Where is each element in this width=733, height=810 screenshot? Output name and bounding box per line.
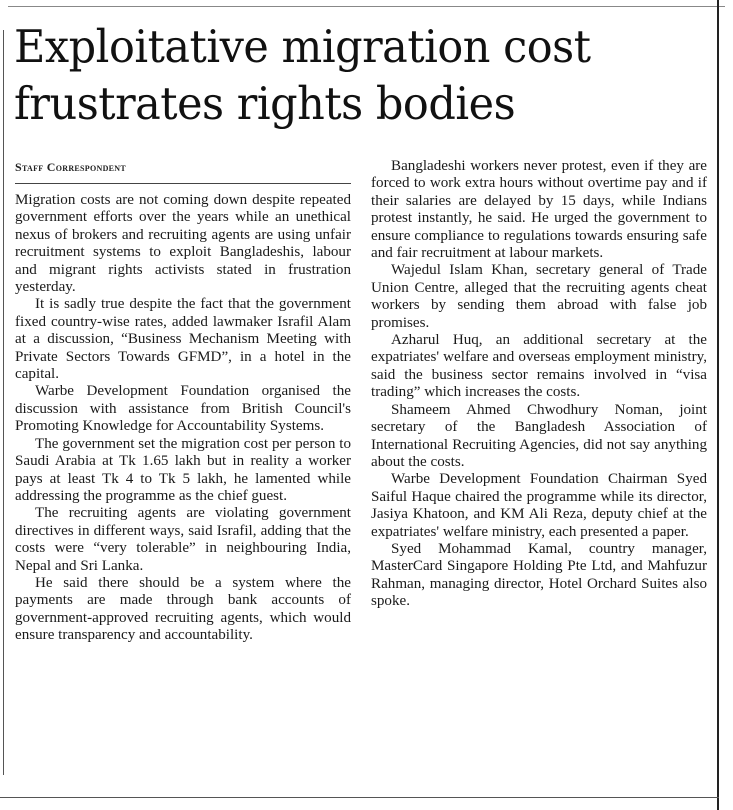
- article-paragraph: Bangladeshi workers never protest, even if they are forced to work extra hours without overtime pay and if their salaries are delayed by 15 days, while Indians protest instantly, he said. He urged the government to ensure compliance to regulations towards ensuring safe and fair recruitment at labour markets.: [371, 158, 707, 262]
- article-column-left: [15, 192, 351, 645]
- article-paragraph: Syed Mohammad Kamal, country manager, MasterCard Singapore Holding Pte Ltd, and Mahfuzur Rahman, managing director, Hotel Orchard Suites also spoke.: [371, 540, 707, 610]
- article-paragraph: He said there should be a system where the payments are made through bank accounts of government-approved recruiting agents, which would ensure transparency and accountability.: [15, 574, 351, 644]
- top-border-rule: [8, 6, 725, 7]
- left-border-rule: [3, 30, 4, 775]
- article-paragraph: Shameem Ahmed Chwodhury Noman, joint secretary of the Bangladesh Association of International Recruiting Agencies, did not say anything about the costs.: [371, 401, 707, 470]
- byline-divider: [15, 183, 351, 184]
- article-paragraph: Migration costs are not coming down despite repeated government efforts over the years while an unethical nexus of brokers and recruiting agents are using unfair recruitment systems to exploit Bangladeshis, labour and migrant rights activists stated in frustration yesterday.: [15, 192, 351, 296]
- article-headline: Exploitative migration cost frustrates rights bodies: [14, 20, 591, 130]
- article-column-right: [371, 158, 707, 611]
- article-paragraph: Warbe Development Foundation Chairman Syed Saiful Haque chaired the programme while its director, Jasiya Khatoon, and KM Ali Reza, deputy chief at the expatriates' welfare ministry, each presented a paper.: [371, 471, 707, 540]
- article-byline: Staff Correspondent: [15, 160, 127, 174]
- article-paragraph: Azharul Huq, an additional secretary at the expatriates' welfare and overseas employment ministry, said the business sector remains involved in “visa trading” which increases the costs.: [371, 332, 707, 401]
- right-border-rule: [717, 0, 719, 810]
- article-paragraph: The government set the migration cost per person to Saudi Arabia at Tk 1.65 lakh but in reality a worker pays at least Tk 4 to Tk 5 lakh, he lamented while addressing the programme as the chief guest.: [15, 435, 351, 504]
- article-paragraph: The recruiting agents are violating government directives in different ways, said Israfil, adding that the costs were “very tolerable” in neighbouring India, Nepal and Sri Lanka.: [15, 505, 351, 574]
- article-paragraph: Wajedul Islam Khan, secretary general of Trade Union Centre, alleged that the recruiting agents cheat workers by sending them abroad with false job promises.: [371, 262, 707, 331]
- bottom-border-rule: [0, 797, 719, 798]
- article-paragraph: Warbe Development Foundation organised the discussion with assistance from British Council's Promoting Knowledge for Accountability Systems.: [15, 383, 351, 435]
- article-paragraph: It is sadly true despite the fact that the government fixed country-wise rates, added lawmaker Israfil Alam at a discussion, “Business Mechanism Meeting with Private Sectors Towards GFMD”, in a hotel in the capital.: [15, 296, 351, 383]
